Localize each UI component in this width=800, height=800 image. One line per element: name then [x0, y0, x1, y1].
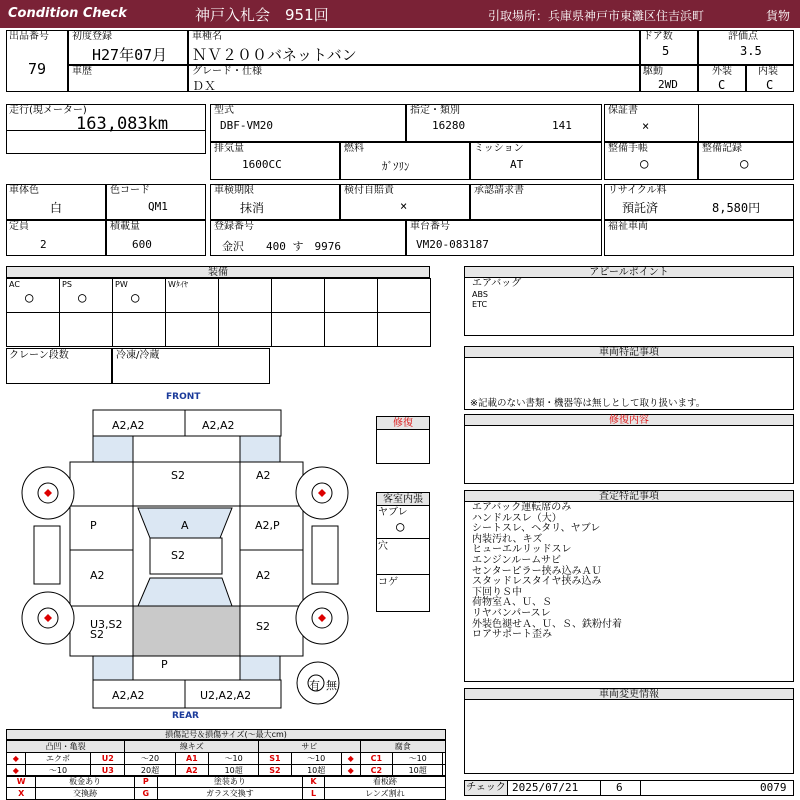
legend-u2: U2: [91, 753, 125, 765]
equipment-cell: [165, 312, 219, 347]
lot-label: 出品番号: [9, 31, 49, 42]
insurance-label: 検付自賠責: [344, 185, 394, 196]
chassis-label: 車台番号: [410, 221, 450, 232]
legend-u3: U3: [91, 765, 125, 777]
spare-tire-no: 無: [326, 679, 337, 692]
inspection-line: エアバック運転席のみ: [472, 502, 572, 513]
damage-front-left: A2,A2: [112, 419, 145, 432]
maint-value: ○: [640, 156, 649, 172]
legend-g: G: [134, 788, 157, 800]
inspection-lines: [472, 503, 622, 641]
record-label: 整備記録: [702, 143, 742, 154]
mission-value: AT: [510, 158, 524, 171]
car-diagram: [0, 400, 370, 710]
record-value: ○: [740, 156, 749, 172]
interior-divider-1: [376, 538, 430, 539]
damage-rear-right: U2,A2,A2: [200, 689, 252, 702]
legend-a2: A2: [175, 765, 208, 777]
damage-mid: S2: [171, 549, 185, 562]
change-box: [464, 688, 794, 774]
inspection-line: スタッドレスタイヤ挟み込み: [472, 576, 602, 588]
equipment-mark: ○: [78, 290, 87, 306]
legend-p: P: [134, 776, 157, 788]
equipment-cell: [6, 278, 60, 313]
inspection-line: エンジンルームサビ: [472, 554, 562, 566]
car-name: ＮＶ２００バネットバン: [192, 46, 357, 64]
equipment-cell: [6, 312, 60, 347]
inspection-line: 内装汚れ、キズ: [472, 533, 543, 545]
damage-door-left-2: A2: [90, 569, 105, 582]
legend-u3-size: 20超: [125, 765, 175, 777]
name-label: 車種名: [192, 31, 222, 42]
appeal-line: エアバッグ: [472, 278, 522, 289]
desig-value: 16280: [432, 119, 466, 132]
disp-label: 排気量: [214, 143, 244, 154]
equipment-cell: [271, 312, 325, 347]
legend-group-scratch: 線キズ: [125, 741, 259, 753]
legend-a1-size: ～10: [209, 753, 259, 765]
equipment-cell: [271, 278, 325, 313]
interior-divider-2: [376, 574, 430, 575]
pickup-location: 引取場所：兵庫県神戸市東灘区住吉浜町: [488, 9, 705, 23]
legend-s2: S2: [259, 765, 291, 777]
first-reg-value: H27年07月: [92, 46, 168, 64]
check-date: 2025/07/21: [512, 781, 579, 794]
legend-w-text: 板金あり: [36, 776, 135, 788]
damage-door-right-2: A2: [256, 569, 271, 582]
equipment-cell: [377, 278, 431, 313]
inspection-line: センターピラー挟み込みＡＵ: [472, 565, 602, 577]
int-value: C: [766, 78, 774, 92]
desig-label: 指定・類別: [410, 105, 460, 116]
legend-diamond-icon: ◆: [341, 753, 360, 765]
equipment-mark: ○: [25, 290, 34, 306]
freezer-label: 冷凍/冷蔵: [116, 350, 160, 361]
approval-label: 承認請求書: [474, 185, 524, 196]
damage-roof: A: [181, 519, 189, 532]
body-color-value: 白: [50, 201, 63, 215]
special-note: ※記載のない書類・機器等は無しとして取り扱います。: [470, 398, 706, 409]
equipment-cell: [165, 278, 219, 313]
interior-rip-label: ヤブレ: [378, 507, 408, 518]
inspect-label: 車検期限: [214, 185, 254, 196]
header-bar: [0, 0, 800, 28]
damage-fender-right: A2: [256, 469, 271, 482]
legend-diamond-icon: ◆: [7, 753, 26, 765]
equipment-header: 装備: [6, 266, 430, 278]
appeal-line: ABS: [472, 289, 488, 299]
legend-l: L: [303, 788, 325, 800]
legend-empty: [443, 753, 446, 765]
welfare-label: 福祉車両: [608, 221, 648, 232]
doors-value: 5: [662, 44, 670, 58]
logo-text: Condition Check: [8, 6, 127, 21]
equipment-cell: [59, 278, 113, 313]
equipment-label: AC: [9, 280, 20, 289]
capacity-label: 定員: [9, 221, 29, 232]
model-label: 型式: [214, 105, 234, 116]
change-header: 車両変更情報: [464, 688, 794, 700]
equipment-label: Wﾀｲﾔ: [168, 280, 188, 289]
ext-value: C: [718, 78, 726, 92]
disp-value: 1600CC: [242, 158, 282, 171]
cargo-label: 貨物: [766, 9, 791, 23]
warranty-value: ×: [642, 119, 650, 133]
legend-diamond-icon: ◆: [341, 765, 360, 777]
legend-c1-size: ～10: [393, 753, 443, 765]
regno-label: 登録番号: [214, 221, 254, 232]
inspection-line: リヤバンパースレ: [472, 607, 551, 619]
first-reg-label: 初度登録: [72, 31, 112, 42]
mileage-value: 163,083km: [76, 114, 169, 134]
warranty-label: 保証書: [608, 105, 638, 116]
legend-w: W: [7, 776, 36, 788]
legend-a1: A1: [175, 753, 208, 765]
legend-dent-small: エクボ: [25, 753, 90, 765]
legend-l-text: レンズ割れ: [324, 788, 445, 800]
inspection-line: シートスレ、ヘタリ、ヤブレ: [472, 523, 601, 535]
damage-door-left-1: P: [90, 519, 97, 532]
ext-label: 外装: [712, 66, 732, 77]
recycle-label: リサイクル料: [608, 185, 667, 196]
check-number: 6: [616, 781, 623, 794]
repair-header: 修復: [376, 416, 430, 430]
equipment-cell: [112, 312, 166, 347]
equipment-label: PW: [115, 280, 128, 289]
legend-header: 損傷記号＆損傷サイズ(～最大cm): [6, 729, 446, 740]
score-label: 評価点: [728, 31, 758, 42]
regno-value: 金沢 400 す 9976: [222, 240, 341, 253]
damage-quarter-left: U3,S2 S2: [90, 618, 123, 641]
legend-s1: S1: [259, 753, 291, 765]
load-label: 積載量: [110, 221, 140, 232]
repair-detail-header: 修復内容: [464, 414, 794, 426]
legend-g-text: ガラス交換す: [157, 788, 303, 800]
legend-c2: C2: [360, 765, 393, 777]
doors-label: ドア数: [643, 31, 673, 42]
check-label: チェック: [464, 780, 508, 796]
color-code-label: 色コード: [110, 185, 150, 196]
fuel-value: ｶﾞｿﾘﾝ: [382, 160, 410, 173]
legend-u2-size: ～20: [125, 753, 175, 765]
equipment-cell: [324, 278, 378, 313]
color-code-value: QM1: [148, 200, 168, 213]
damage-front-right: A2,A2: [202, 419, 235, 432]
damage-back: P: [161, 658, 168, 671]
inspect-value: 抹消: [240, 201, 265, 215]
capacity-value: 2: [40, 238, 47, 251]
score-value: 3.5: [740, 44, 762, 58]
inspection-line: ハンドルスレ（大）: [472, 512, 562, 524]
legend-group-dent: 凸凹・亀裂: [7, 741, 125, 753]
grade-value: ＤＸ: [192, 79, 217, 93]
check-code: 0079: [760, 781, 787, 794]
legend-c1: C1: [360, 753, 393, 765]
class-value: 141: [552, 119, 572, 132]
damage-quarter-right: S2: [256, 620, 270, 633]
legend-p-text: 塗装あり: [157, 776, 303, 788]
crane-label: クレーン段数: [9, 350, 69, 361]
appeal-lines: [472, 279, 521, 311]
recycle-status: 預託済: [622, 201, 659, 215]
recycle-amount: 8,580円: [712, 201, 761, 215]
legend-k: K: [303, 776, 325, 788]
grade-label: グレード・仕様: [192, 66, 262, 77]
inspection-line: ロアサポート歪み: [472, 629, 552, 641]
damage-door-right-1: A2,P: [255, 519, 280, 532]
lot-number: 79: [28, 60, 47, 78]
body-color-label: 車体色: [9, 185, 39, 196]
appeal-header: アピールポイント: [464, 266, 794, 278]
legend-table: [6, 740, 446, 777]
drive-label: 駆動: [643, 66, 663, 77]
check-divider-1: [600, 780, 601, 796]
legend-dent-small-size: ～10: [25, 765, 90, 777]
int-label: 内装: [758, 66, 778, 77]
auction-title: 神戸入札会 951回: [195, 6, 329, 24]
load-value: 600: [132, 238, 152, 251]
legend-group-corrosion: 腐食: [360, 741, 445, 753]
equipment-cell: [218, 278, 272, 313]
legend-table-2: [6, 775, 446, 800]
legend-a2-size: 10超: [209, 765, 259, 777]
interior-header: 客室内張: [376, 492, 430, 506]
damage-hood: S2: [171, 469, 185, 482]
fuel-label: 燃料: [344, 143, 364, 154]
inspection-header: 査定特記事項: [464, 490, 794, 502]
legend-diamond-icon: ◆: [7, 765, 26, 777]
special-header: 車両特記事項: [464, 346, 794, 358]
appeal-line: ETC: [472, 300, 488, 310]
legend-c2-size: 10超: [393, 765, 443, 777]
warranty-divider: [698, 104, 699, 142]
equipment-mark: ○: [131, 290, 140, 306]
spare-tire-yes: 有: [309, 679, 320, 692]
inspection-line: 荷物室Ａ、Ｕ、Ｓ: [472, 597, 552, 609]
front-label: FRONT: [166, 392, 201, 402]
equipment-cell: [324, 312, 378, 347]
history-label: 車歴: [72, 66, 92, 77]
insurance-value: ×: [400, 199, 408, 213]
legend-s2-size: 10超: [291, 765, 341, 777]
legend-x-text: 交換跡: [36, 788, 135, 800]
legend-k-text: 看板跡: [324, 776, 445, 788]
check-divider-2: [640, 780, 641, 796]
equipment-label: PS: [62, 280, 72, 289]
inspection-line: 外装色褪せＡ、Ｕ、Ｓ、鉄粉付着: [472, 618, 622, 630]
drive-value: 2WD: [658, 78, 678, 91]
chassis-value: VM20-083187: [416, 238, 489, 251]
interior-rip-mark: ○: [396, 519, 405, 535]
rear-label: REAR: [172, 711, 199, 721]
legend-x: X: [7, 788, 36, 800]
legend-group-rust: サビ: [259, 741, 360, 753]
model-value: DBF-VM20: [220, 119, 273, 132]
interior-burn-label: コゲ: [378, 577, 398, 588]
damage-rear-left: A2,A2: [112, 689, 145, 702]
interior-hole-label: 穴: [378, 541, 388, 552]
inspection-line: ヒューエルリッドスレ: [472, 544, 572, 556]
maint-label: 整備手帳: [608, 143, 648, 154]
equipment-cell: [218, 312, 272, 347]
equipment-cell: [59, 312, 113, 347]
equipment-cell: [377, 312, 431, 347]
mission-label: ミッション: [474, 143, 524, 154]
legend-s1-size: ～10: [291, 753, 341, 765]
mileage-label: 走行(現メーター): [9, 105, 87, 116]
inspection-line: 下回りＳ中: [472, 586, 522, 598]
equipment-cell: [112, 278, 166, 313]
